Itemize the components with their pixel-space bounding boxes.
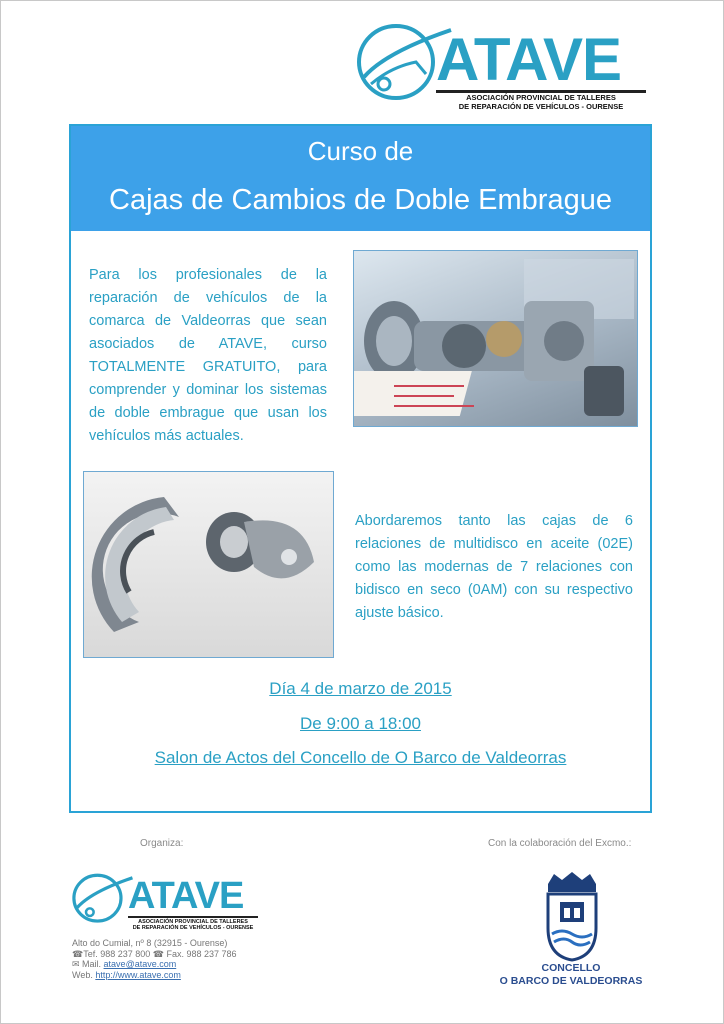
municipal-crest-icon <box>540 870 604 962</box>
course-card <box>69 124 652 813</box>
footer-logo-sub2: DE REPARACIÓN DE VEHÍCULOS - OURENSE <box>132 925 254 931</box>
contact-info <box>72 938 237 980</box>
course-date-link[interactable]: Día 4 de marzo de 2015 <box>269 679 452 698</box>
footer-logo-subtitle <box>128 916 258 931</box>
card-header <box>71 126 650 231</box>
course-venue-link[interactable]: Salon de Actos del Concello de O Barco de Valdeorras <box>154 748 567 767</box>
course-hours-link[interactable]: De 9:00 a 18:00 <box>300 714 421 733</box>
address: Alto do Cumial, nº 8 (32915 - Ourense) <box>72 938 228 948</box>
gearbox-image <box>353 250 638 427</box>
website-link[interactable]: http://www.atave.com <box>95 969 181 980</box>
logo-subtitle-line2: DE REPARACIÓN DE VEHÍCULOS - OURENSE <box>458 101 624 111</box>
intro-paragraph: Para los profesionales de la reparación de vehículos de la comarca de Valdeorras que sean asociados de ATAVE, curso TOTALMENTE GRATUITO, para comprender y dominar los sistemas de doble embrague que usan los vehículos más actuales. <box>89 267 327 444</box>
course-subtitle: Curso de <box>307 136 414 166</box>
footer-logo-brand: ATAVE <box>128 875 244 917</box>
logo-subtitle <box>436 90 646 111</box>
details-paragraph: Abordaremos tanto las cajas de 6 relaciones de multidisco en aceite (02E) como las modernas de 7 relaciones con bidisco en seco (0AM) con su respectivo ajuste básico. <box>355 513 633 621</box>
web-label: Web. <box>72 969 96 980</box>
atave-logo-footer <box>72 872 262 932</box>
dual-clutch-image <box>83 471 334 658</box>
concello-line2: O BARCO DE VALDEORRAS <box>499 974 643 987</box>
mail-label: ✉ Mail. <box>72 959 104 969</box>
logo-brand: ATAVE <box>436 26 621 93</box>
mail-row <box>72 959 237 970</box>
email-link[interactable]: atave@atave.com <box>103 959 177 969</box>
course-title: Cajas de Cambios de Doble Embrague <box>109 184 612 216</box>
logo-subtitle-line1: ASOCIACIÓN PROVINCIAL DE TALLERES <box>466 93 616 102</box>
footer-logo-sub1: ASOCIACIÓN PROVINCIAL DE TALLERES <box>138 919 248 925</box>
concello-name <box>496 962 646 987</box>
organiza-label: Organiza: <box>140 838 184 849</box>
web-row <box>72 970 237 981</box>
atave-logo-header <box>356 22 656 114</box>
concello-line1: CONCELLO <box>541 962 601 974</box>
collaboration-label: Con la colaboración del Excmo.: <box>488 838 632 849</box>
phone-fax: ☎Tef. 988 237 800 ☎ Fax. 988 237 786 <box>72 948 237 959</box>
